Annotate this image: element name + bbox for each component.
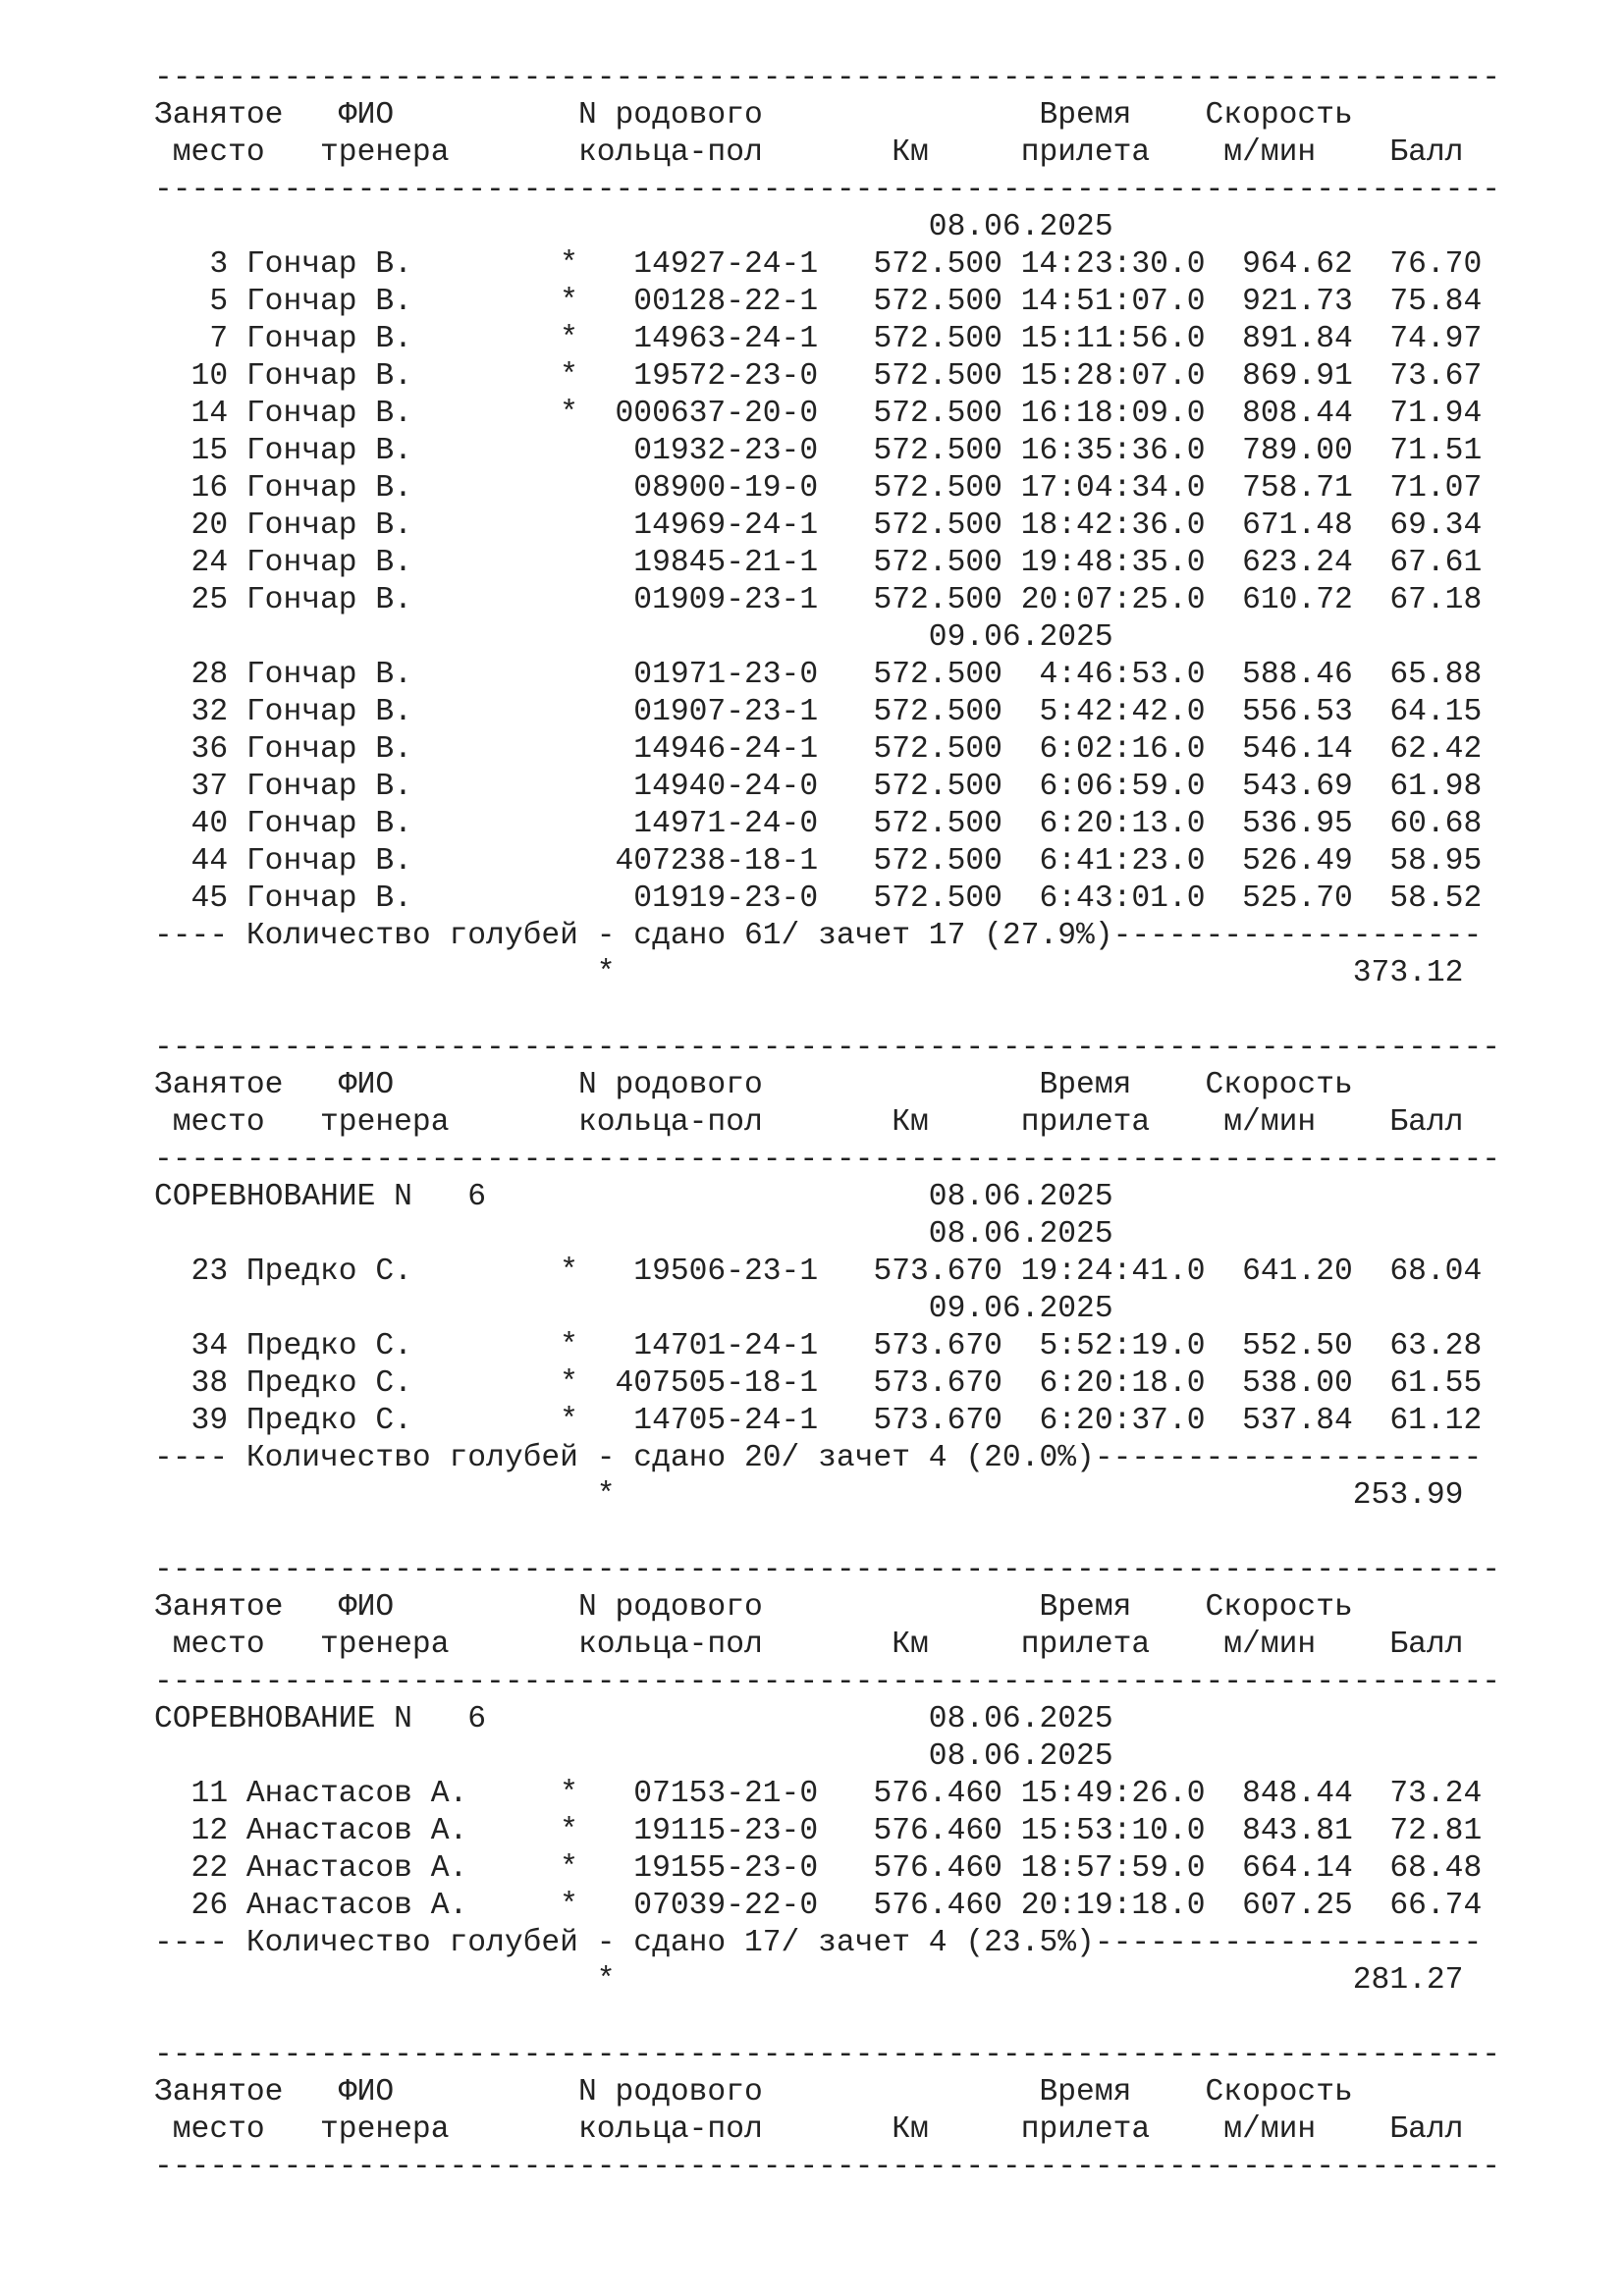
column-header-line: Занятое ФИО N родового Время Скорость: [154, 1068, 1483, 1102]
column-header-line: Занятое ФИО N родового Время Скорость: [154, 1590, 1483, 1625]
result-row: 45 Гончар В. 01919-23-0 572.500 6:43:01.0 525.70 58.52: [154, 881, 1483, 916]
result-row: 11 Анастасов А. * 07153-21-0 576.460 15:49:26.0 848.44 73.24: [154, 1777, 1483, 1811]
date-line: 08.06.2025: [154, 1739, 1113, 1774]
summary-line: ---- Количество голубей - сдано 17/ зачет 4 (23.5%)---------------------: [154, 1926, 1483, 1960]
column-header-line: место тренера кольца-пол Км прилета м/мин Балл: [154, 1628, 1464, 1662]
column-header-line: место тренера кольца-пол Км прилета м/мин Балл: [154, 1105, 1464, 1140]
date-line: 09.06.2025: [154, 620, 1113, 655]
result-row: 16 Гончар В. 08900-19-0 572.500 17:04:34.0 758.71 71.07: [154, 471, 1483, 506]
result-row: 25 Гончар В. 01909-23-1 572.500 20:07:25.0 610.72 67.18: [154, 583, 1483, 617]
result-row: 22 Анастасов А. * 19155-23-0 576.460 18:57:59.0 664.14 68.48: [154, 1851, 1483, 1886]
separator-line: -------------------------------------------------------------------------: [154, 61, 1501, 95]
result-row: 36 Гончар В. 14946-24-1 572.500 6:02:16.0 546.14 62.42: [154, 732, 1483, 767]
blank-line: [154, 992, 1578, 1030]
result-row: 26 Анастасов А. * 07039-22-0 576.460 20:19:18.0 607.25 66.74: [154, 1889, 1483, 1923]
result-row: 28 Гончар В. 01971-23-0 572.500 4:46:53.0 588.46 65.88: [154, 658, 1483, 692]
result-row: 7 Гончар В. * 14963-24-1 572.500 15:11:56.0 891.84 74.97: [154, 322, 1483, 356]
separator-line: -------------------------------------------------------------------------: [154, 2150, 1501, 2184]
column-header-line: Занятое ФИО N родового Время Скорость: [154, 98, 1483, 133]
separator-line: -------------------------------------------------------------------------: [154, 173, 1501, 207]
result-row: 12 Анастасов А. * 19115-23-0 576.460 15:53:10.0 843.81 72.81: [154, 1814, 1483, 1848]
column-header-line: Занятое ФИО N родового Время Скорость: [154, 2075, 1483, 2109]
result-row: 38 Предко С. * 407505-18-1 573.670 6:20:18.0 538.00 61.55: [154, 1366, 1483, 1401]
result-row: 32 Гончар В. 01907-23-1 572.500 5:42:42.0 556.53 64.15: [154, 695, 1483, 729]
competition-heading: СОРЕВНОВАНИЕ N 6 08.06.2025: [154, 1702, 1113, 1736]
result-row: 14 Гончар В. * 000637-20-0 572.500 16:18:09.0 808.44 71.94: [154, 397, 1483, 431]
result-row: 10 Гончар В. * 19572-23-0 572.500 15:28:07.0 869.91 73.67: [154, 359, 1483, 394]
result-row: 37 Гончар В. 14940-24-0 572.500 6:06:59.0 543.69 61.98: [154, 770, 1483, 804]
result-row: 23 Предко С. * 19506-23-1 573.670 19:24:41.0 641.20 68.04: [154, 1255, 1483, 1289]
column-header-line: место тренера кольца-пол Км прилета м/мин Балл: [154, 135, 1464, 170]
total-score-line: * 281.27: [154, 1963, 1464, 1998]
date-line: 08.06.2025: [154, 210, 1113, 244]
result-row: 20 Гончар В. 14969-24-1 572.500 18:42:36.0 671.48 69.34: [154, 508, 1483, 543]
date-line: 09.06.2025: [154, 1292, 1113, 1326]
blank-line: [154, 2000, 1578, 2037]
separator-line: -------------------------------------------------------------------------: [154, 1143, 1501, 1177]
date-line: 08.06.2025: [154, 1217, 1113, 1252]
result-row: 44 Гончар В. 407238-18-1 572.500 6:41:23.0 526.49 58.95: [154, 844, 1483, 879]
result-row: 15 Гончар В. 01932-23-0 572.500 16:35:36.0 789.00 71.51: [154, 434, 1483, 468]
blank-line: [154, 1515, 1578, 1552]
separator-line: -------------------------------------------------------------------------: [154, 1665, 1501, 1699]
result-row: 34 Предко С. * 14701-24-1 573.670 5:52:19.0 552.50 63.28: [154, 1329, 1483, 1363]
result-row: 3 Гончар В. * 14927-24-1 572.500 14:23:30.0 964.62 76.70: [154, 247, 1483, 282]
result-row: 24 Гончар В. 19845-21-1 572.500 19:48:35.0 623.24 67.61: [154, 546, 1483, 580]
competition-heading: СОРЕВНОВАНИЕ N 6 08.06.2025: [154, 1180, 1113, 1214]
separator-line: -------------------------------------------------------------------------: [154, 2038, 1501, 2072]
summary-line: ---- Количество голубей - сдано 61/ зачет 17 (27.9%)--------------------: [154, 919, 1483, 953]
total-score-line: * 253.99: [154, 1478, 1464, 1513]
result-row: 5 Гончар В. * 00128-22-1 572.500 14:51:07.0 921.73 75.84: [154, 285, 1483, 319]
column-header-line: место тренера кольца-пол Км прилета м/мин Балл: [154, 2112, 1464, 2147]
summary-line: ---- Количество голубей - сдано 20/ зачет 4 (20.0%)---------------------: [154, 1441, 1483, 1475]
total-score-line: * 373.12: [154, 956, 1464, 990]
results-report: [154, 60, 1578, 2186]
result-row: 39 Предко С. * 14705-24-1 573.670 6:20:37.0 537.84 61.12: [154, 1404, 1483, 1438]
separator-line: -------------------------------------------------------------------------: [154, 1553, 1501, 1587]
separator-line: -------------------------------------------------------------------------: [154, 1031, 1501, 1065]
result-row: 40 Гончар В. 14971-24-0 572.500 6:20:13.0 536.95 60.68: [154, 807, 1483, 841]
